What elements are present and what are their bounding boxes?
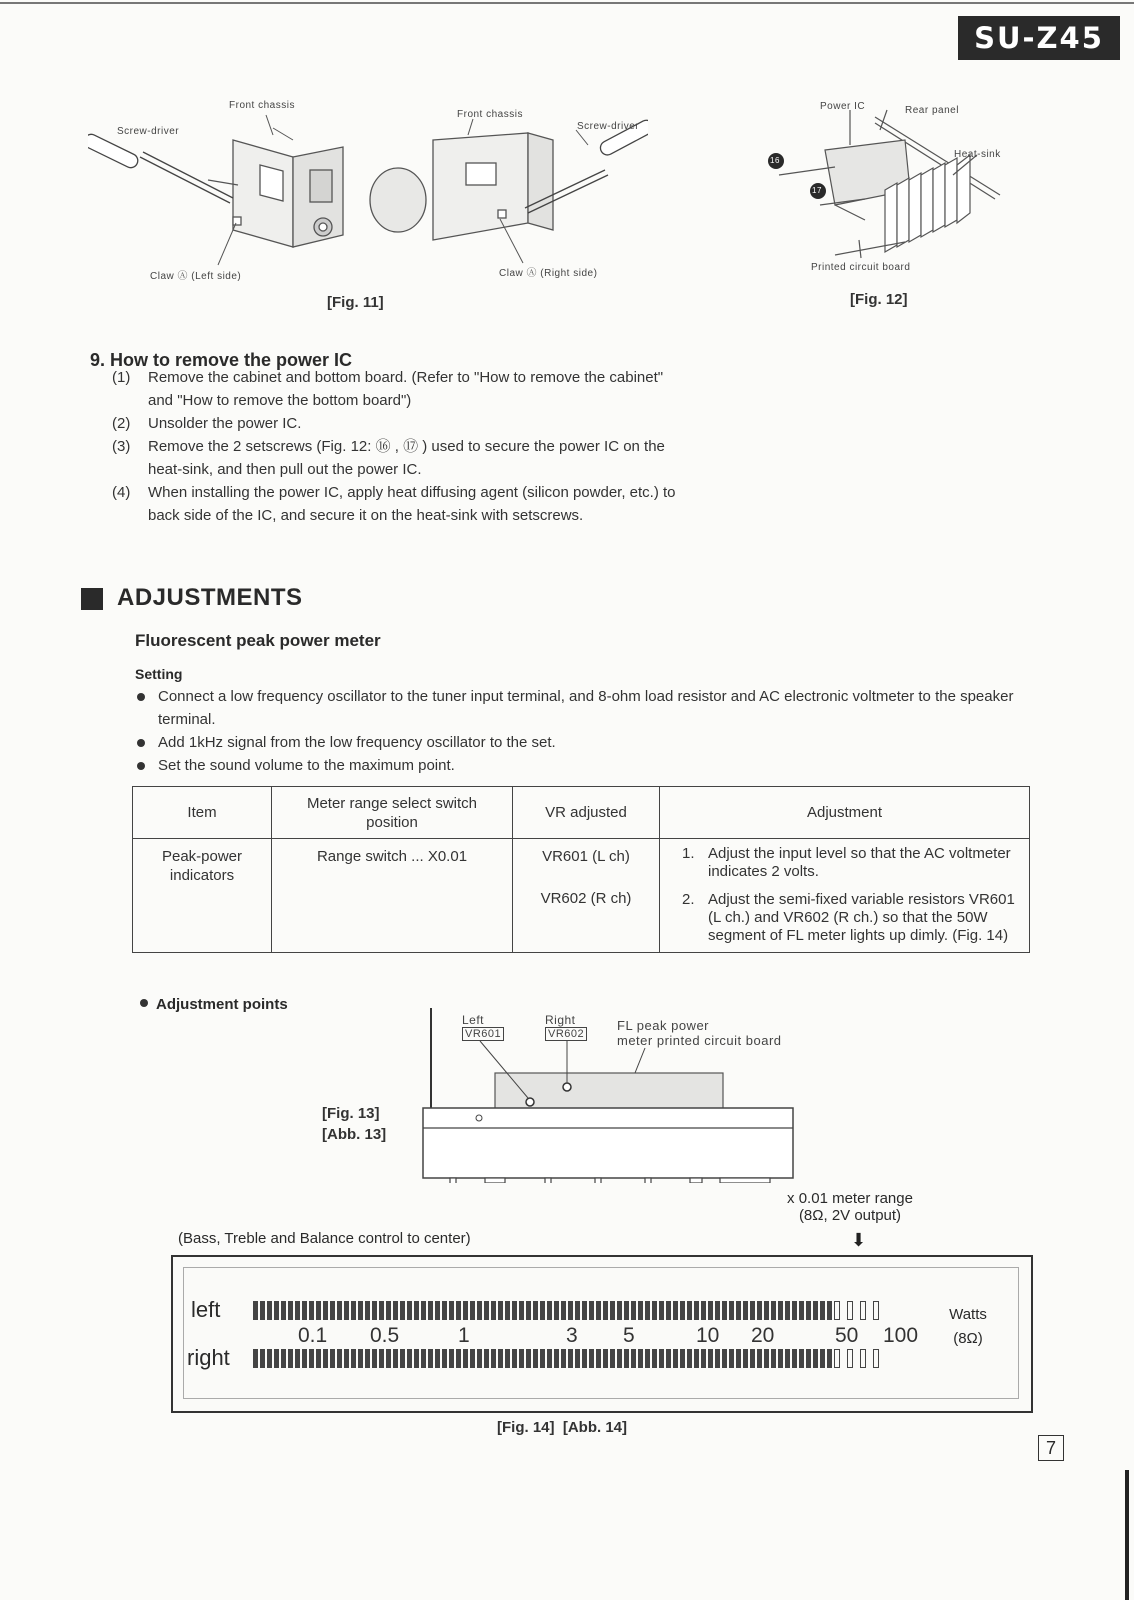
meter-segment-lit	[771, 1349, 776, 1368]
meter-segment-lit	[673, 1301, 678, 1320]
scale-tick-0-5: 0.5	[370, 1324, 400, 1347]
meter-segment-lit	[736, 1301, 741, 1320]
meter-segment-lit	[526, 1349, 531, 1368]
meter-segment-lit	[701, 1349, 706, 1368]
meter-segment-lit	[260, 1349, 265, 1368]
range-note	[770, 1190, 930, 1224]
bullet-3	[135, 754, 1045, 777]
table-header-row	[133, 787, 1030, 839]
meter-segment-lit	[729, 1301, 734, 1320]
meter-segment-lit	[617, 1301, 622, 1320]
meter-segment-lit	[526, 1301, 531, 1320]
table-row	[133, 839, 1030, 953]
meter-segment-lit	[309, 1349, 314, 1368]
fig12-caption: [Fig. 12]	[850, 291, 908, 308]
vr602-box: VR602	[545, 1027, 587, 1041]
meter-segment-lit	[337, 1301, 342, 1320]
meter-segment-lit	[498, 1349, 503, 1368]
meter-segment-lit	[687, 1301, 692, 1320]
meter-segment-lit	[533, 1349, 538, 1368]
meter-segment-lit	[393, 1349, 398, 1368]
header-range: Meter range select switch position	[272, 787, 513, 839]
meter-segment-unlit	[834, 1301, 840, 1320]
adjustment-step-1	[660, 839, 1029, 885]
meter-segment-lit	[631, 1301, 636, 1320]
meter-segment-lit	[442, 1301, 447, 1320]
meter-segment-lit	[638, 1301, 643, 1320]
meter-segment-unlit	[860, 1349, 866, 1368]
meter-segment-lit	[652, 1349, 657, 1368]
meter-segment-lit	[673, 1349, 678, 1368]
meter-segment-lit	[575, 1349, 580, 1368]
fig13-right-label: Right	[545, 1013, 576, 1027]
meter-segment-lit	[477, 1349, 482, 1368]
model-badge: SU-Z45	[958, 16, 1120, 60]
fig11-label-claw-right: Claw Ⓐ (Right side)	[499, 268, 598, 279]
meter-segment-lit	[547, 1349, 552, 1368]
adjustment-points-text: Adjustment points	[156, 996, 288, 1013]
meter-unit	[938, 1303, 998, 1351]
step-2-number: (2)	[112, 415, 131, 432]
bullet-2-text: Add 1kHz signal from the low frequency oscillator to the set.	[158, 734, 556, 751]
adjustment-step-2-text: Adjust the semi-fixed variable resistors VR601 (L ch.) and VR602 (R ch.) so that the 50W segment of FL meter lights up dimly. (Fig. 14)	[708, 891, 1015, 944]
meter-segment-lit	[694, 1349, 699, 1368]
step-4-number: (4)	[112, 484, 131, 501]
step-1-text: Remove the cabinet and bottom board. (Refer to "How to remove the cabinet" and "How to remove the bottom board")	[148, 369, 664, 409]
bullet-1	[135, 685, 1045, 731]
meter-segment-lit	[351, 1301, 356, 1320]
fig11-label-claw-left: Claw Ⓐ (Left side)	[150, 271, 242, 282]
meter-segment-lit	[729, 1349, 734, 1368]
scale-tick-1: 1	[458, 1324, 470, 1347]
scale-tick-20: 20	[751, 1324, 775, 1347]
step-2	[112, 412, 682, 435]
meter-segment-lit	[484, 1301, 489, 1320]
meter-segment-lit	[743, 1301, 748, 1320]
meter-segment-lit	[379, 1349, 384, 1368]
meter-segment-lit	[372, 1301, 377, 1320]
meter-segment-lit	[295, 1301, 300, 1320]
meter-segment-lit	[736, 1349, 741, 1368]
meter-segment-lit	[414, 1349, 419, 1368]
adjustment-step-2	[660, 885, 1029, 949]
meter-segment-lit	[519, 1301, 524, 1320]
meter-segment-lit	[498, 1301, 503, 1320]
meter-left-channel	[191, 1297, 951, 1327]
meter-segment-lit	[820, 1301, 825, 1320]
vr602-value: VR602 (R ch)	[540, 890, 632, 907]
meter-segment-lit	[316, 1349, 321, 1368]
meter-segment-lit	[428, 1349, 433, 1368]
meter-segment-lit	[757, 1301, 762, 1320]
meter-segment-lit	[708, 1301, 713, 1320]
meter-segment-lit	[561, 1301, 566, 1320]
meter-segment-lit	[442, 1349, 447, 1368]
meter-right-label: right	[187, 1345, 230, 1370]
fig13-board-label-1: FL peak power	[617, 1018, 710, 1033]
fig13-illustration	[420, 1008, 800, 1183]
meter-segment-lit	[547, 1301, 552, 1320]
meter-segment-lit	[554, 1301, 559, 1320]
step-4	[112, 481, 682, 527]
meter-segment-lit	[596, 1301, 601, 1320]
range-note-line2: (8Ω, 2V output)	[798, 1207, 902, 1224]
step-1	[112, 366, 682, 412]
cell-adjustment	[660, 839, 1030, 953]
step-2-text: Unsolder the power IC.	[148, 415, 302, 432]
right-edge-mark	[1125, 1470, 1129, 1600]
meter-segment-lit	[302, 1301, 307, 1320]
meter-segment-lit	[267, 1349, 272, 1368]
meter-segment-lit	[568, 1349, 573, 1368]
meter-segment-lit	[393, 1301, 398, 1320]
header-adjustment: Adjustment	[660, 787, 1030, 839]
meter-segment-lit	[624, 1349, 629, 1368]
meter-segment-lit	[309, 1301, 314, 1320]
fig11-label-screwdriver-left: Screw-driver	[117, 126, 180, 137]
page-number: 7	[1038, 1435, 1064, 1461]
meter-segment-lit	[554, 1349, 559, 1368]
meter-segment-lit	[638, 1349, 643, 1368]
fig12-screw16-number: 16	[770, 156, 780, 165]
meter-segment-lit	[386, 1301, 391, 1320]
bullet-dot	[137, 739, 145, 747]
meter-right-segments	[253, 1349, 886, 1368]
meter-segment-lit	[624, 1301, 629, 1320]
meter-segment-lit	[323, 1301, 328, 1320]
meter-segment-lit	[358, 1301, 363, 1320]
meter-segment-lit	[358, 1349, 363, 1368]
fig11-label-screwdriver-right: Screw-driver	[577, 121, 640, 132]
meter-segment-lit	[722, 1349, 727, 1368]
abb13-caption: [Abb. 13]	[322, 1126, 387, 1143]
fig12-screw17-number: 17	[812, 186, 822, 195]
fig12-label-pcb: Printed circuit board	[811, 262, 911, 273]
meter-segment-unlit	[873, 1349, 879, 1368]
fig11-label-front-chassis-left: Front chassis	[229, 100, 295, 111]
meter-segment-lit	[267, 1301, 272, 1320]
meter-segment-unlit	[873, 1301, 879, 1320]
meter-segment-lit	[827, 1349, 832, 1368]
meter-segment-lit	[743, 1349, 748, 1368]
meter-segment-lit	[785, 1301, 790, 1320]
meter-segment-lit	[372, 1349, 377, 1368]
cell-item: Peak-power indicators	[133, 839, 272, 953]
meter-segment-lit	[610, 1301, 615, 1320]
meter-segment-lit	[253, 1301, 258, 1320]
meter-segment-lit	[799, 1349, 804, 1368]
meter-segment-lit	[512, 1349, 517, 1368]
meter-segment-lit	[603, 1349, 608, 1368]
fl-meter-display	[171, 1255, 1033, 1413]
meter-segment-lit	[778, 1349, 783, 1368]
meter-segment-lit	[449, 1301, 454, 1320]
meter-segment-lit	[820, 1349, 825, 1368]
step-3	[112, 435, 682, 481]
bullet-2	[135, 731, 1045, 754]
meter-segment-lit	[680, 1349, 685, 1368]
fig13-caption: [Fig. 13]	[322, 1105, 380, 1122]
meter-segment-lit	[659, 1349, 664, 1368]
meter-left-segments	[253, 1301, 886, 1320]
meter-segment-lit	[253, 1349, 258, 1368]
meter-segment-lit	[491, 1301, 496, 1320]
fig12-label-rear-panel: Rear panel	[905, 105, 959, 116]
scale-tick-0-1: 0.1	[298, 1324, 328, 1347]
meter-segment-lit	[596, 1349, 601, 1368]
meter-segment-lit	[295, 1349, 300, 1368]
meter-segment-lit	[750, 1349, 755, 1368]
meter-unit-ohm: (8Ω)	[953, 1330, 983, 1347]
meter-segment-lit	[344, 1301, 349, 1320]
meter-segment-lit	[778, 1301, 783, 1320]
meter-segment-lit	[351, 1349, 356, 1368]
meter-segment-lit	[617, 1349, 622, 1368]
top-rule	[0, 2, 1134, 4]
bullet-dot	[137, 762, 145, 770]
meter-segment-lit	[561, 1349, 566, 1368]
adjustment-step-1-text: Adjust the input level so that the AC voltmeter indicates 2 volts.	[708, 845, 1011, 880]
meter-segment-lit	[414, 1301, 419, 1320]
fig13-board-label-2: meter printed circuit board	[617, 1033, 782, 1048]
meter-segment-lit	[708, 1349, 713, 1368]
control-note: (Bass, Treble and Balance control to center)	[178, 1230, 471, 1247]
meter-segment-lit	[505, 1301, 510, 1320]
meter-segment-lit	[799, 1301, 804, 1320]
scale-tick-5: 5	[623, 1324, 635, 1347]
meter-segment-lit	[666, 1349, 671, 1368]
meter-segment-lit	[344, 1349, 349, 1368]
meter-segment-lit	[813, 1349, 818, 1368]
meter-segment-lit	[750, 1301, 755, 1320]
meter-segment-lit	[701, 1301, 706, 1320]
fl-meter-subheading: Fluorescent peak power meter	[135, 631, 381, 650]
range-note-line1: x 0.01 meter range	[787, 1190, 913, 1207]
left-chassis-drawing	[208, 140, 343, 247]
meter-segment-lit	[505, 1349, 510, 1368]
step-3-number: (3)	[112, 438, 131, 455]
meter-segment-lit	[806, 1349, 811, 1368]
meter-segment-lit	[540, 1301, 545, 1320]
meter-segment-lit	[484, 1349, 489, 1368]
meter-segment-lit	[785, 1349, 790, 1368]
meter-segment-lit	[792, 1349, 797, 1368]
meter-segment-lit	[645, 1301, 650, 1320]
meter-segment-lit	[827, 1301, 832, 1320]
bullet-3-text: Set the sound volume to the maximum point.	[158, 757, 455, 774]
meter-segment-lit	[687, 1349, 692, 1368]
meter-segment-lit	[407, 1301, 412, 1320]
meter-segment-lit	[477, 1301, 482, 1320]
meter-segment-lit	[400, 1301, 405, 1320]
meter-segment-lit	[470, 1349, 475, 1368]
meter-segment-lit	[379, 1301, 384, 1320]
header-item: Item	[133, 787, 272, 839]
meter-segment-lit	[540, 1349, 545, 1368]
meter-segment-lit	[659, 1301, 664, 1320]
meter-segment-lit	[757, 1349, 762, 1368]
meter-segment-lit	[582, 1301, 587, 1320]
meter-segment-unlit	[847, 1301, 853, 1320]
meter-segment-lit	[274, 1301, 279, 1320]
meter-segment-lit	[337, 1349, 342, 1368]
step-3-text: Remove the 2 setscrews (Fig. 12: ⑯ , ⑰ ) used to secure the power IC on the heat-sink, and then pull out the power IC.	[148, 438, 665, 478]
meter-segment-lit	[715, 1301, 720, 1320]
meter-segment-lit	[407, 1349, 412, 1368]
meter-unit-watts: Watts	[949, 1306, 987, 1323]
fig11-caption: [Fig. 11]	[327, 294, 384, 311]
setting-bullets	[135, 685, 1045, 777]
meter-segment-lit	[680, 1301, 685, 1320]
meter-segment-lit	[281, 1349, 286, 1368]
fig12-label-power-ic: Power IC	[820, 101, 866, 112]
meter-segment-unlit	[834, 1349, 840, 1368]
bullet-dot	[140, 999, 148, 1007]
meter-segment-lit	[792, 1301, 797, 1320]
meter-segment-lit	[813, 1301, 818, 1320]
meter-segment-lit	[386, 1349, 391, 1368]
meter-segment-lit	[421, 1301, 426, 1320]
meter-segment-lit	[365, 1349, 370, 1368]
meter-segment-lit	[421, 1349, 426, 1368]
meter-segment-lit	[274, 1349, 279, 1368]
meter-segment-lit	[400, 1349, 405, 1368]
meter-segment-lit	[281, 1301, 286, 1320]
meter-segment-lit	[694, 1301, 699, 1320]
section9-heading: 9. How to remove the power IC	[90, 350, 353, 370]
meter-segment-lit	[610, 1349, 615, 1368]
meter-segment-lit	[470, 1301, 475, 1320]
header-vr: VR adjusted	[513, 787, 660, 839]
meter-segment-lit	[652, 1301, 657, 1320]
vr601-value: VR601 (L ch)	[542, 848, 630, 865]
meter-segment-lit	[330, 1349, 335, 1368]
meter-right-channel	[187, 1345, 947, 1375]
meter-segment-lit	[463, 1349, 468, 1368]
meter-segment-lit	[589, 1349, 594, 1368]
fig12-label-heat-sink: Heat-sink	[954, 149, 1001, 160]
meter-segment-lit	[435, 1349, 440, 1368]
meter-segment-unlit	[847, 1349, 853, 1368]
meter-segment-lit	[603, 1301, 608, 1320]
meter-segment-lit	[645, 1349, 650, 1368]
meter-segment-lit	[666, 1301, 671, 1320]
cell-vr	[513, 839, 660, 953]
meter-segment-lit	[288, 1349, 293, 1368]
meter-segment-lit	[323, 1349, 328, 1368]
meter-segment-lit	[575, 1301, 580, 1320]
meter-segment-lit	[491, 1349, 496, 1368]
adjustment-table	[132, 786, 1030, 953]
meter-segment-lit	[260, 1301, 265, 1320]
scale-tick-10: 10	[696, 1324, 720, 1347]
meter-segment-lit	[589, 1301, 594, 1320]
meter-segment-lit	[463, 1301, 468, 1320]
adjustments-square-icon	[81, 588, 103, 610]
left-screwdriver-drawing	[88, 132, 233, 203]
adjustment-step-1-number: 1.	[682, 845, 695, 862]
section9-steps	[112, 366, 682, 527]
adjustment-step-2-number: 2.	[682, 891, 695, 908]
adjustments-heading: ADJUSTMENTS	[117, 584, 303, 611]
meter-segment-lit	[631, 1349, 636, 1368]
scale-tick-50: 50	[835, 1324, 859, 1347]
fig12-illustration	[765, 95, 1015, 275]
meter-segment-lit	[715, 1349, 720, 1368]
meter-segment-lit	[330, 1301, 335, 1320]
fig14-caption: [Fig. 14] [Abb. 14]	[497, 1419, 628, 1436]
fig11-illustration	[88, 95, 648, 280]
meter-segment-lit	[582, 1349, 587, 1368]
meter-segment-unlit	[860, 1301, 866, 1320]
meter-segment-lit	[316, 1301, 321, 1320]
cell-range: Range switch ... X0.01	[272, 839, 513, 953]
meter-segment-lit	[764, 1301, 769, 1320]
meter-segment-lit	[449, 1349, 454, 1368]
fig13-left-label: Left	[462, 1013, 485, 1027]
meter-segment-lit	[428, 1301, 433, 1320]
down-arrow-icon: ⬇	[851, 1230, 867, 1250]
meter-segment-lit	[365, 1301, 370, 1320]
meter-segment-lit	[764, 1349, 769, 1368]
scale-tick-100: 100	[883, 1324, 919, 1347]
meter-segment-lit	[456, 1349, 461, 1368]
meter-left-label: left	[191, 1297, 221, 1322]
setting-label: Setting	[135, 666, 183, 682]
scale-tick-3: 3	[566, 1324, 578, 1347]
meter-segment-lit	[806, 1301, 811, 1320]
bullet-dot	[137, 693, 145, 701]
vr601-box: VR601	[462, 1027, 504, 1041]
meter-segment-lit	[302, 1349, 307, 1368]
step-4-text: When installing the power IC, apply heat diffusing agent (silicon powder, etc.) to back side of the IC, and secure it on the heat-sink with setscrews.	[148, 484, 676, 524]
meter-segment-lit	[722, 1301, 727, 1320]
meter-segment-lit	[435, 1301, 440, 1320]
bullet-1-text: Connect a low frequency oscillator to the tuner input terminal, and 8-ohm load resistor and AC electronic voltmeter to the speaker terminal.	[158, 688, 1014, 728]
meter-segment-lit	[456, 1301, 461, 1320]
meter-segment-lit	[533, 1301, 538, 1320]
meter-segment-lit	[512, 1301, 517, 1320]
meter-segment-lit	[771, 1301, 776, 1320]
meter-segment-lit	[519, 1349, 524, 1368]
right-chassis-drawing	[370, 133, 553, 240]
meter-segment-lit	[288, 1301, 293, 1320]
fig11-label-front-chassis-right: Front chassis	[457, 109, 523, 120]
meter-segment-lit	[568, 1301, 573, 1320]
step-1-number: (1)	[112, 369, 131, 386]
adjustment-points-label	[140, 996, 288, 1013]
